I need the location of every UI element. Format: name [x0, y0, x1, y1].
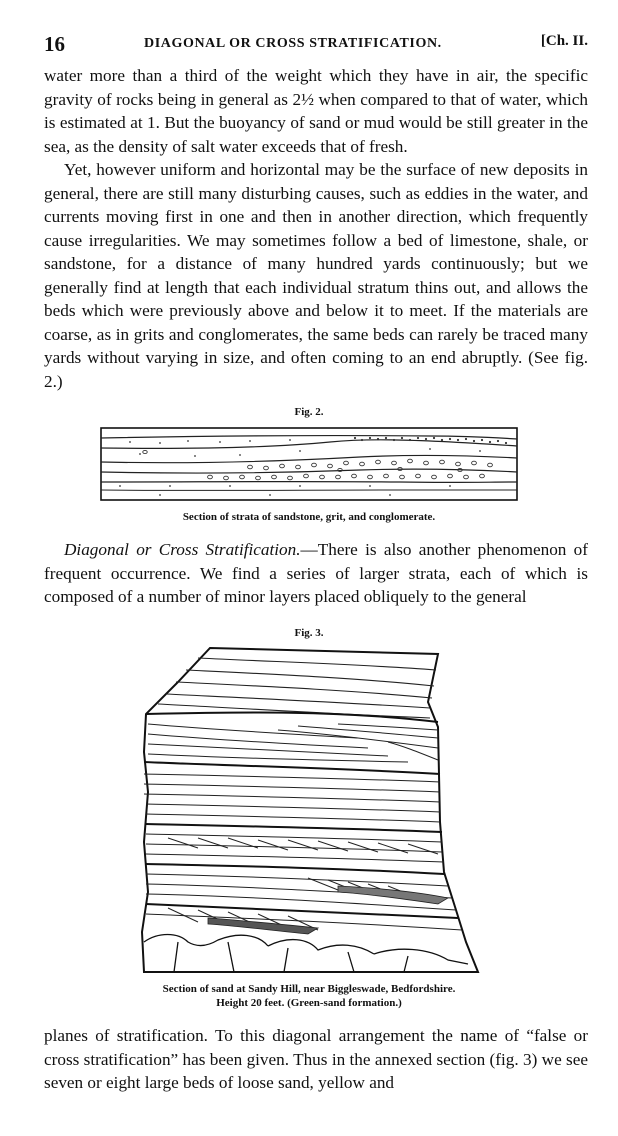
figure-3-caption	[0, 982, 618, 1010]
section-heading-cross-stratification: Diagonal or Cross Stratification.	[64, 540, 301, 559]
figure-3-caption-line-2: Height 20 feet. (Green-sand formation.)	[216, 997, 402, 1009]
figure-2-caption: Section of strata of sandstone, grit, and conglomerate.	[182, 511, 436, 523]
paragraph-irregularities: Yet, however uniform and horizontal may be the surface of new deposits in general, there are still many disturbing causes, such as eddies in the water, and currents moving first in one and then in another direction, which frequently cause irregularities. We may sometimes follow a bed of limestone, shale, or sandstone, for a distance of many hundred yards continuously; but we generally find at length that each individual stratum thins out, and allows the beds which were previously above and below it to meet. If the materials are coarse, as in grits and conglomerates, the same beds can rarely be traced many yards without varying in size, and often coming to an end abruptly. (See fig. 2.)	[44, 160, 588, 391]
body-text-middle	[44, 538, 588, 609]
running-head	[44, 32, 588, 58]
figure-2-strata-illustration	[100, 426, 518, 504]
running-title: DIAGONAL OR CROSS STRATIFICATION.	[144, 36, 442, 51]
figure-3-label: Fig. 3.	[294, 627, 324, 639]
chapter-reference: [Ch. II.	[540, 33, 588, 49]
body-text-top	[44, 64, 588, 393]
figure-3-cross-stratification-illustration	[138, 642, 488, 974]
figure-2-label: Fig. 2.	[294, 406, 324, 418]
paragraph-cross-stratification-body: —There is also another phenomenon of frequent occurrence. We find a series of larger strata, each of which is composed of a number of minor layers placed obliquely to the general	[44, 540, 588, 606]
page-number: 16	[44, 32, 65, 56]
paragraph-continued: water more than a third of the weight which they have in air, the specific gravity of rocks being in general as 2½ when compared to that of water, which is estimated at 1. But the buoyancy of sand or mud would be still greater in the sea, as the density of salt water exceeds that of fresh.	[44, 66, 588, 156]
body-text-bottom	[44, 1024, 588, 1095]
figure-3-caption-line-1: Section of sand at Sandy Hill, near Biggleswade, Bedfordshire.	[162, 983, 456, 995]
paragraph-false-stratification: planes of stratification. To this diagonal arrangement the name of “false or cross stratification” has been given. Thus in the annexed section (fig. 3) we see seven or eight large beds of loose sand, yellow and	[44, 1026, 588, 1092]
paragraph-cross-stratification	[44, 538, 588, 609]
